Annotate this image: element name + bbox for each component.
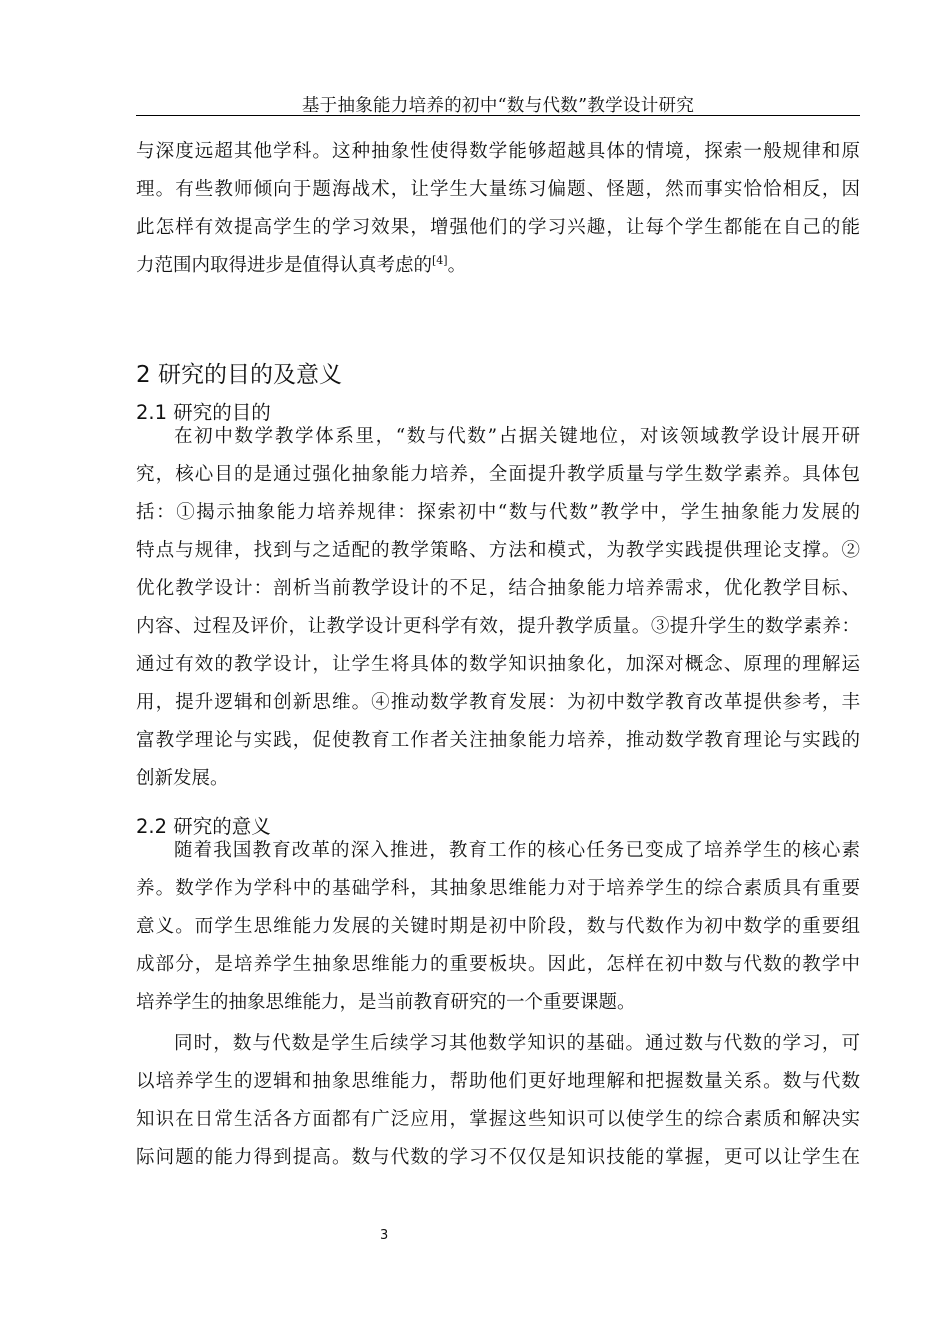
- text-span: 。: [447, 255, 467, 276]
- text-line: 在初中数学教学体系里，“数与代数”占据关键地位，对该领域教学设计展开研: [174, 426, 860, 447]
- citation-ref: [4]: [432, 254, 448, 267]
- text-line: 优化教学设计：剖析当前教学设计的不足，结合抽象能力培养需求，优化教学目标、: [136, 578, 860, 599]
- text-line: 养。数学作为学科中的基础学科，其抽象思维能力对于培养学生的综合素质具有重要: [136, 878, 860, 899]
- text-line: 究，核心目的是通过强化抽象能力培养，全面提升教学质量与学生数学素养。具体包: [136, 464, 860, 485]
- header-rule: [136, 115, 860, 116]
- text-line: 括：①揭示抽象能力培养规律：探索初中“数与代数”教学中，学生抽象能力发展的: [136, 502, 860, 523]
- subsection-heading: 2.1 研究的目的: [136, 401, 271, 424]
- text-line: 与深度远超其他学科。这种抽象性使得数学能够超越具体的情境，探索一般规律和原: [136, 141, 860, 162]
- text-line: 随着我国教育改革的深入推进，教育工作的核心任务已变成了培养学生的核心素: [174, 840, 860, 861]
- text-line: 通过有效的教学设计，让学生将具体的数学知识抽象化，加深对概念、原理的理解运: [136, 654, 860, 675]
- text-line: 此怎样有效提高学生的学习效果，增强他们的学习兴趣，让每个学生都能在自己的能: [136, 217, 860, 238]
- text-line: 成部分，是培养学生抽象思维能力的重要板块。因此，怎样在初中数与代数的教学中: [136, 954, 860, 975]
- text-line: 理。有些教师倾向于题海战术，让学生大量练习偏题、怪题，然而事实恰恰相反，因: [136, 179, 860, 200]
- text-line: 同时，数与代数是学生后续学习其他数学知识的基础。通过数与代数的学习，可: [174, 1033, 860, 1054]
- text-line: 内容、过程及评价，让教学设计更科学有效，提升教学质量。③提升学生的数学素养：: [136, 616, 860, 637]
- text-line: 用，提升逻辑和创新思维。④推动数学教育发展：为初中数学教育改革提供参考，丰: [136, 692, 860, 713]
- subsection-heading: 2.2 研究的意义: [136, 815, 271, 838]
- text-line: 知识在日常生活各方面都有广泛应用，掌握这些知识可以使学生的综合素质和解决实: [136, 1109, 860, 1130]
- text-line: 创新发展。: [136, 768, 229, 789]
- text-line: 意义。而学生思维能力发展的关键时期是初中阶段，数与代数作为初中数学的重要组: [136, 916, 860, 937]
- section-heading: 2 研究的目的及意义: [136, 362, 342, 388]
- header-title: 基于抽象能力培养的初中“数与代数”教学设计研究: [301, 96, 695, 116]
- text-line: 特点与规律，找到与之适配的教学策略、方法和模式，为教学实践提供理论支撑。②: [136, 540, 860, 561]
- text-line: 培养学生的抽象思维能力，是当前教育研究的一个重要课题。: [136, 992, 636, 1013]
- text-line: [136, 254, 860, 278]
- page-number: 3: [380, 1228, 389, 1243]
- text-span: 力范围内取得进步是值得认真考虑的: [136, 255, 433, 276]
- text-line: 际问题的能力得到提高。数与代数的学习不仅仅是知识技能的掌握，更可以让学生在: [136, 1147, 860, 1168]
- text-line: 富教学理论与实践，促使教育工作者关注抽象能力培养，推动数学教育理论与实践的: [136, 730, 860, 751]
- text-line: 以培养学生的逻辑和抽象思维能力，帮助他们更好地理解和把握数量关系。数与代数: [136, 1071, 860, 1092]
